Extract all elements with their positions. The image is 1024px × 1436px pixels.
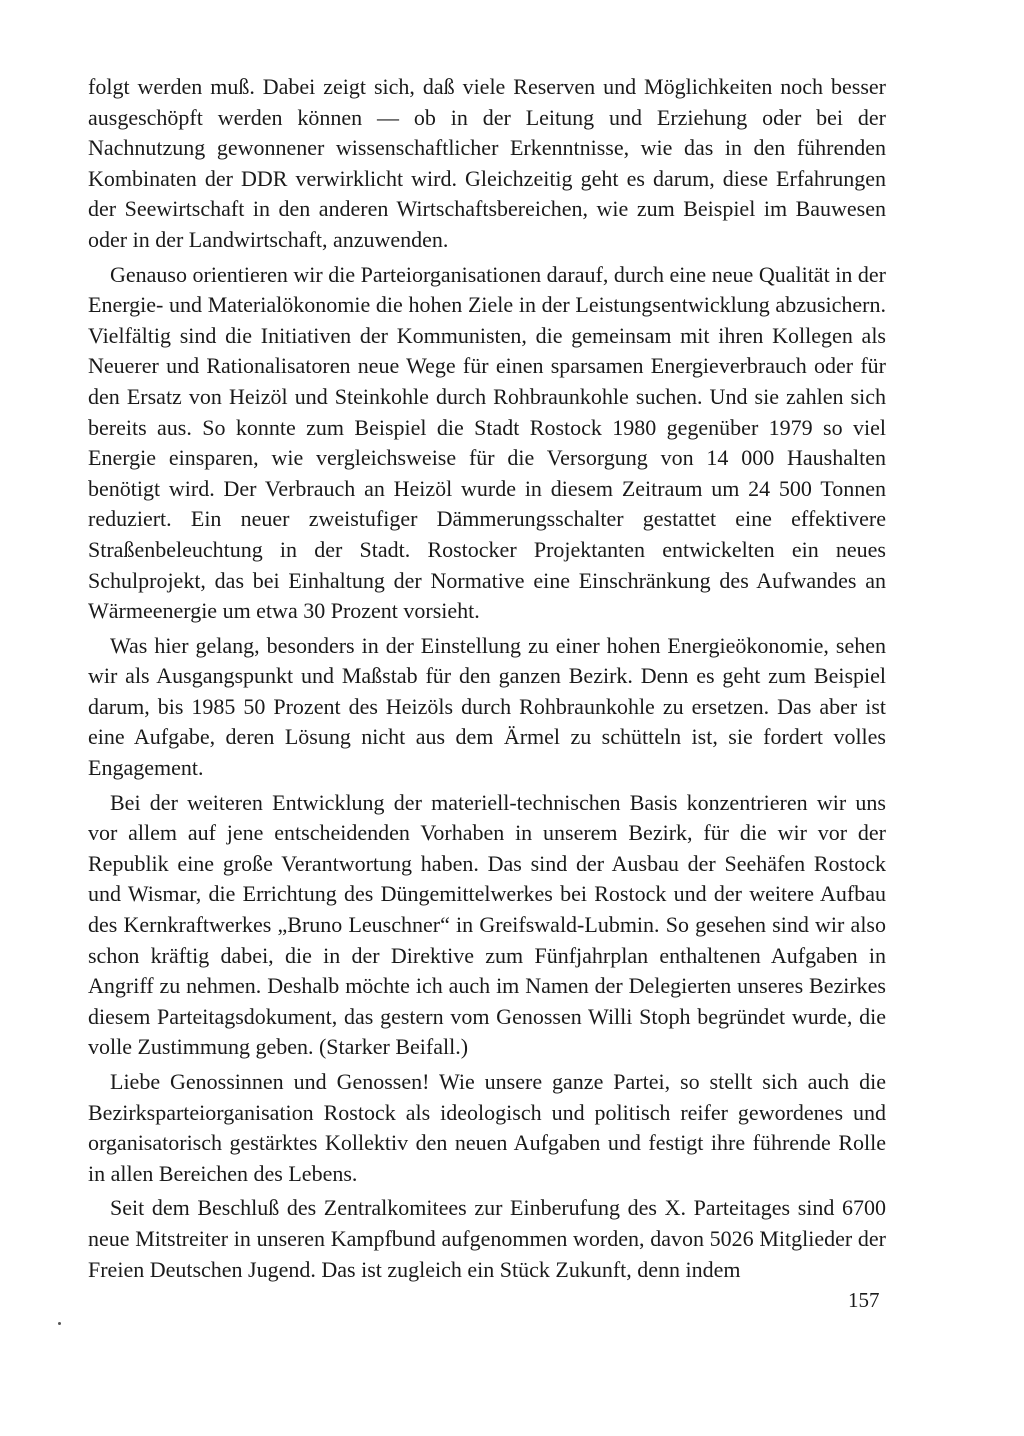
paragraph: Was hier gelang, besonders in der Einstellung zu einer hohen Energieökonomie, sehen wir als Ausgangspunkt und Maßstab für den ganzen Bezirk. Denn es geht zum Beispiel darum, bis 1985 50 Prozent des Heizöls durch Rohbraunkohle zu ersetzen. Das aber ist eine Aufgabe, deren Lösung nicht aus dem Ärmel zu schütteln ist, sie fordert volles Engagement.	[88, 632, 886, 781]
paragraph: Genauso orientieren wir die Parteiorganisationen darauf, durch eine neue Qualität in der Energie- und Materialökonomie die hohen Ziele in der Leistungsentwicklung abzusichern. Vielfältig sind die Initiativen der Kommunisten, die gemeinsam mit ihren Kollegen als Neuerer und Rationalisatoren neue Wege für einen sparsamen Energieverbrauch oder für den Ersatz von Heizöl und Steinkohle durch Rohbraunkohle suchen. Und sie zahlen sich bereits aus. So konnte zum Beispiel die Stadt Rostock 1980 gegenüber 1979 so viel Energie einsparen, wie vergleichsweise für die Versorgung von 14 000 Haushalten benötigt wird. Der Verbrauch an Heizöl wurde in diesem Zeitraum um 24 500 Tonnen reduziert. Ein neuer zweistufiger Dämmerungsschalter gestattet eine effektivere Straßenbeleuchtung in der Stadt. Rostocker Projektanten entwickelten ein neues Schulprojekt, das bei Einhaltung der Normative eine Einschränkung des Aufwandes an Wärmeenergie um etwa 30 Prozent vorsieht.	[88, 261, 886, 624]
document-body	[88, 72, 886, 1285]
paragraph: folgt werden muß. Dabei zeigt sich, daß viele Reserven und Möglichkeiten noch besser ausgeschöpft werden können — ob in der Leitung und Erziehung oder bei der Nachnutzung gewonnener wissenschaftlicher Erkenntnisse, wie das in den führenden Kombinaten der DDR verwirklicht wird. Gleichzeitig geht es darum, diese Erfahrungen der Seewirtschaft in den anderen Wirtschaftsbereichen, wie zum Beispiel im Bauwesen oder in der Landwirtschaft, anzuwenden.	[88, 74, 886, 252]
page-number: 157	[848, 1288, 880, 1312]
scan-speck	[58, 1322, 61, 1325]
paragraph: Seit dem Beschluß des Zentralkomitees zur Einberufung des X. Parteitages sind 6700 neue Mitstreiter in unseren Kampfbund aufgenommen worden, davon 5026 Mitglieder der Freien Deutschen Jugend. Das ist zugleich ein Stück Zukunft, denn indem	[88, 1195, 886, 1282]
paragraph: Liebe Genossinnen und Genossen! Wie unsere ganze Partei, so stellt sich auch die Bezirksparteiorganisation Rostock als ideologisch und politisch reifer gewordenes und organisatorisch gestärktes Kollektiv den neuen Aufgaben und festigt ihre führende Rolle in allen Bereichen des Lebens.	[88, 1069, 886, 1186]
paragraph: Bei der weiteren Entwicklung der materiell-technischen Basis konzentrieren wir uns vor allem auf jene entscheidenden Vorhaben in unserem Bezirk, für die wir vor der Republik eine große Verantwortung haben. Das sind der Ausbau der Seehäfen Rostock und Wismar, die Errichtung des Düngemittelwerkes bei Rostock und der weitere Aufbau des Kernkraftwerkes „Bruno Leuschner“ in Greifswald-Lubmin. So gesehen sind wir also schon kräftig dabei, die in der Direktive zum Fünfjahrplan enthaltenen Aufgaben in Angriff zu nehmen. Deshalb möchte ich auch im Namen der Delegierten unseres Bezirkes diesem Parteitagsdokument, das gestern vom Genossen Willi Stoph begründet wurde, die volle Zustimmung geben. (Starker Beifall.)	[88, 789, 886, 1060]
